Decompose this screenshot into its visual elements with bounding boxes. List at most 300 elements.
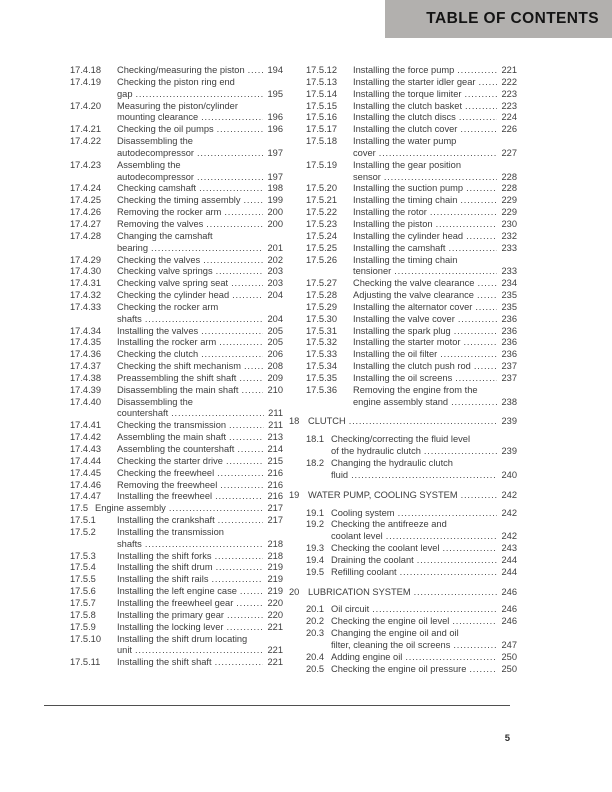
toc-entry-title-block bbox=[117, 385, 283, 397]
toc-entry bbox=[289, 290, 517, 302]
toc-entry-number: 17.5.4 bbox=[70, 562, 96, 573]
toc-entry-page: 242 bbox=[501, 507, 517, 518]
toc-entry-title: Adjusting the valve clearance bbox=[353, 290, 474, 301]
toc-entry-title: Refilling coolant bbox=[331, 566, 397, 577]
toc-entry bbox=[53, 373, 283, 385]
dot-leader bbox=[217, 124, 264, 136]
toc-entry-title: Checking the coolant level bbox=[331, 543, 440, 554]
toc-entry-page: 217 bbox=[267, 515, 283, 526]
toc-entry bbox=[289, 124, 517, 136]
dot-leader bbox=[241, 385, 263, 397]
toc-entry-number: 17.5.1 bbox=[70, 515, 96, 526]
toc-entry-number: 17.5.11 bbox=[70, 657, 101, 668]
toc-entry-title: Installing the valves bbox=[117, 325, 199, 336]
dot-leader bbox=[240, 586, 264, 598]
toc-entry-title: shafts bbox=[117, 313, 142, 324]
toc-entry-page: 200 bbox=[267, 218, 283, 229]
toc-entry-page: 223 bbox=[501, 88, 517, 99]
toc-entry-title: engine assembly stand bbox=[353, 396, 449, 407]
toc-entry-number: 17.4.25 bbox=[70, 195, 102, 206]
dot-leader bbox=[227, 610, 264, 622]
toc-entry-page: 229 bbox=[501, 207, 517, 218]
toc-entry-title: Checking the transmission bbox=[117, 420, 227, 431]
toc-entry bbox=[289, 183, 517, 195]
toc-entry-title: Installing the freewheel bbox=[117, 491, 213, 502]
toc-entry-title: unit bbox=[117, 645, 132, 656]
toc-entry bbox=[289, 207, 517, 219]
toc-entry bbox=[289, 616, 517, 628]
toc-entry bbox=[53, 101, 283, 125]
toc-entry-title: mounting clearance bbox=[117, 112, 199, 123]
toc-entry-title: Installing the left engine case bbox=[117, 586, 237, 597]
toc-entry-title: Installing the primary gear bbox=[117, 609, 224, 620]
toc-entry-title-block bbox=[353, 136, 517, 160]
toc-entry bbox=[53, 160, 283, 184]
toc-entry-title: Installing the force pump bbox=[353, 65, 455, 75]
toc-entry bbox=[289, 77, 517, 89]
toc-entry bbox=[289, 458, 517, 482]
toc-entry-number: 17.5.22 bbox=[306, 207, 338, 218]
dot-leader bbox=[459, 112, 498, 124]
toc-entry-page: 219 bbox=[267, 574, 283, 585]
toc-entry-page: 219 bbox=[267, 562, 283, 573]
toc-entry bbox=[289, 349, 517, 361]
toc-entry-title-block bbox=[331, 543, 517, 555]
dot-leader bbox=[244, 361, 263, 373]
toc-entry-page: 250 bbox=[501, 651, 517, 662]
dot-leader bbox=[239, 373, 263, 385]
toc-entry bbox=[289, 112, 517, 124]
toc-entry bbox=[53, 657, 283, 669]
toc-entry-title-block bbox=[117, 337, 283, 349]
toc-entry-title-block bbox=[117, 432, 283, 444]
toc-entry bbox=[53, 456, 283, 468]
toc-entry-title: Checking the clutch bbox=[117, 349, 199, 360]
toc-entry-title-block bbox=[117, 562, 283, 574]
toc-entry bbox=[289, 255, 517, 279]
toc-entry bbox=[53, 255, 283, 267]
toc-entry bbox=[53, 397, 283, 421]
toc-entry bbox=[53, 503, 283, 515]
toc-entry bbox=[53, 527, 283, 551]
toc-entry-page: 197 bbox=[267, 147, 283, 158]
toc-entry bbox=[53, 195, 283, 207]
toc-entry-title-block bbox=[117, 101, 283, 125]
page-title: TABLE OF CONTENTS bbox=[426, 10, 599, 27]
toc-entry bbox=[289, 326, 517, 338]
toc-entry-number: 19.1 bbox=[306, 507, 325, 518]
toc-entry-title-block bbox=[353, 65, 517, 77]
toc-entry-title: Installing the gear position bbox=[353, 159, 462, 170]
toc-entry-title: Checking valve springs bbox=[117, 266, 213, 277]
toc-entry-page: 208 bbox=[267, 361, 283, 372]
toc-entry-title: Installing the shift drum bbox=[117, 562, 213, 573]
toc-entry-number: 17.5.30 bbox=[306, 313, 338, 324]
toc-entry bbox=[289, 231, 517, 243]
toc-entry bbox=[53, 290, 283, 302]
toc-entry-number: 17.4.31 bbox=[70, 278, 102, 289]
toc-entry-number: 17.5.24 bbox=[306, 230, 338, 241]
dot-leader bbox=[430, 207, 498, 219]
toc-entry bbox=[289, 65, 517, 77]
toc-entry bbox=[289, 543, 517, 555]
toc-entry bbox=[53, 598, 283, 610]
toc-entry-title-block bbox=[117, 657, 283, 669]
toc-entry-title-block bbox=[117, 610, 283, 622]
dot-leader bbox=[248, 65, 264, 77]
toc-entry-title: Installing the rocker arm bbox=[117, 337, 217, 348]
toc-entry-title-block bbox=[353, 361, 517, 373]
toc-entry-number: 17.5.32 bbox=[306, 337, 338, 348]
toc-entry-page: 196 bbox=[267, 124, 283, 135]
toc-entry-page: 209 bbox=[267, 372, 283, 383]
toc-entry-page: 220 bbox=[267, 597, 283, 608]
toc-entry bbox=[289, 89, 517, 101]
toc-entry-title-block bbox=[117, 480, 283, 492]
dot-leader bbox=[443, 543, 498, 555]
toc-entry-number: 17.4.43 bbox=[70, 444, 102, 454]
toc-entry bbox=[289, 434, 517, 458]
toc-entry-number: 17.4.46 bbox=[70, 479, 102, 490]
toc-entry-number: 17.5.18 bbox=[306, 136, 338, 147]
toc-entry-title-block bbox=[117, 207, 283, 219]
dot-leader bbox=[203, 255, 263, 267]
toc-entry-page: 194 bbox=[267, 65, 283, 75]
toc-entry-page: 220 bbox=[267, 609, 283, 620]
toc-entry-title: Installing the locking lever bbox=[117, 621, 224, 632]
toc-entry-page: 217 bbox=[267, 503, 283, 514]
toc-entry-title: Installing the shift rails bbox=[117, 574, 209, 585]
dot-leader bbox=[201, 349, 263, 361]
toc-entry-title-block bbox=[95, 503, 283, 515]
toc-entry-number: 17.5.17 bbox=[306, 124, 338, 135]
dot-leader bbox=[451, 397, 497, 409]
toc-entry-title-block bbox=[331, 567, 517, 579]
toc-entry-page: 211 bbox=[268, 408, 283, 419]
toc-entry-page: 201 bbox=[267, 242, 283, 253]
toc-entry-title: Removing the engine from the bbox=[353, 384, 478, 395]
dot-leader bbox=[236, 598, 263, 610]
toc-entry-title: Installing the shift drum locating bbox=[117, 633, 248, 644]
toc-entry-page: 233 bbox=[501, 242, 517, 253]
toc-entry-page: 235 bbox=[501, 290, 517, 301]
toc-entry-page: 216 bbox=[267, 467, 283, 478]
dot-leader bbox=[219, 337, 263, 349]
toc-entry-page: 198 bbox=[267, 183, 283, 194]
toc-entry-number: 17.5.20 bbox=[306, 183, 338, 194]
toc-entry-number: 19.3 bbox=[306, 543, 325, 554]
toc-entry-title-block bbox=[308, 587, 517, 599]
toc-entry-title: Installing the clutch push rod bbox=[353, 361, 471, 372]
toc-entry-title: Installing the water pump bbox=[353, 136, 457, 147]
toc-entry-title: Checking the valve clearance bbox=[353, 278, 475, 289]
toc-entry-number: 17.4.27 bbox=[70, 218, 102, 229]
toc-entry-number: 17.4.36 bbox=[70, 349, 102, 360]
toc-entry-number: 17.5.34 bbox=[306, 361, 338, 372]
toc-entry-title: Checking the valves bbox=[117, 254, 201, 265]
toc-entry-title-block bbox=[117, 515, 283, 527]
toc-entry bbox=[53, 302, 283, 326]
toc-entry-number: 17.5.3 bbox=[70, 550, 96, 561]
toc-entry-title-block bbox=[353, 89, 517, 101]
toc-entry bbox=[289, 361, 517, 373]
toc-entry bbox=[53, 326, 283, 338]
toc-entry-page: 236 bbox=[501, 349, 517, 360]
dot-leader bbox=[211, 574, 263, 586]
toc-entry-title: sensor bbox=[353, 171, 381, 182]
toc-entry bbox=[289, 337, 517, 349]
toc-entry-number: 20.2 bbox=[306, 616, 325, 627]
toc-entry-title-block bbox=[117, 598, 283, 610]
toc-entry bbox=[289, 385, 517, 409]
toc-entry bbox=[53, 65, 283, 77]
toc-entry-title: Installing the cylinder head bbox=[353, 230, 464, 241]
toc-entry-title: CLUTCH bbox=[308, 416, 346, 427]
toc-entry-title-block bbox=[331, 628, 517, 652]
toc-entry-title-block bbox=[353, 101, 517, 113]
toc-entry-number: 17.5.33 bbox=[306, 349, 338, 360]
toc-entry-title: Installing the alternator cover bbox=[353, 301, 473, 312]
toc-entry-title: Checking the piston ring end bbox=[117, 76, 235, 87]
dot-leader bbox=[231, 278, 263, 290]
toc-entry-number: 19.4 bbox=[306, 554, 325, 565]
dot-leader bbox=[398, 508, 498, 520]
toc-entry bbox=[289, 101, 517, 113]
toc-entry-title-block bbox=[117, 266, 283, 278]
toc-entry-title-block bbox=[353, 385, 517, 409]
toc-entry-title: autodecompressor bbox=[117, 171, 194, 182]
toc-entry-number: 17.5.27 bbox=[306, 278, 338, 289]
toc-entry-page: 204 bbox=[267, 290, 283, 301]
toc-entry-title: Disassembling the bbox=[117, 396, 193, 407]
dot-leader bbox=[440, 349, 497, 361]
dot-leader bbox=[229, 420, 264, 432]
toc-entry-page: 246 bbox=[501, 616, 517, 627]
toc-entry-number: 17.5.36 bbox=[306, 384, 338, 395]
toc-entry-page: 227 bbox=[501, 147, 517, 158]
toc-entry-title-block bbox=[308, 490, 517, 502]
toc-entry-title-block bbox=[353, 112, 517, 124]
toc-entry-title: Checking/correcting the fluid level bbox=[331, 434, 471, 445]
toc-entry-number: 17.4.30 bbox=[70, 266, 102, 277]
dot-leader bbox=[201, 112, 263, 124]
toc-entry-title: Adding engine oil bbox=[331, 651, 403, 662]
dot-leader bbox=[474, 361, 498, 373]
toc-entry-title: countershaft bbox=[117, 408, 169, 419]
toc-entry-number: 17.4.29 bbox=[70, 254, 102, 265]
toc-entry-number: 17.4.21 bbox=[70, 124, 102, 135]
toc-entry bbox=[53, 515, 283, 527]
toc-entry-title: Installing the rotor bbox=[353, 207, 427, 218]
dot-leader bbox=[465, 101, 497, 113]
toc-entry bbox=[53, 207, 283, 219]
toc-entry bbox=[289, 243, 517, 255]
toc-entry-page: 222 bbox=[501, 76, 517, 87]
toc-entry-title-block bbox=[353, 349, 517, 361]
toc-entry-title: Removing the valves bbox=[117, 218, 204, 229]
toc-entry-title-block bbox=[331, 652, 517, 664]
toc-entry-title: Removing the freewheel bbox=[117, 479, 218, 490]
dot-leader bbox=[372, 604, 497, 616]
toc-entry-title: Installing the starter motor bbox=[353, 337, 461, 348]
toc-entry-title: Installing the valve cover bbox=[353, 313, 455, 324]
toc-entry-number: 18 bbox=[289, 416, 300, 427]
toc-entry-page: 203 bbox=[267, 278, 283, 289]
toc-entry-page: 234 bbox=[501, 278, 517, 289]
toc-entry-title: filter, cleaning the oil screens bbox=[331, 639, 451, 650]
dot-leader bbox=[349, 416, 498, 428]
toc-entry-page: 250 bbox=[501, 663, 517, 674]
toc-entry bbox=[53, 385, 283, 397]
toc-entry-title: Measuring the piston/cylinder bbox=[117, 100, 238, 111]
dot-leader bbox=[206, 219, 263, 231]
toc-entry-number: 17.4.24 bbox=[70, 183, 102, 194]
toc-entry-number: 18.2 bbox=[306, 458, 325, 468]
toc-entry bbox=[289, 604, 517, 616]
toc-entry-title: Checking the freewheel bbox=[117, 467, 215, 478]
toc-entry-title: tensioner bbox=[353, 266, 392, 277]
dot-leader bbox=[135, 645, 263, 657]
toc-entry-title: Assembling the main shaft bbox=[117, 432, 227, 443]
dot-leader bbox=[216, 266, 264, 278]
dot-leader bbox=[226, 622, 263, 634]
toc-entry-title: LUBRICATION SYSTEM bbox=[308, 586, 411, 597]
dot-leader bbox=[226, 456, 264, 468]
toc-entry-title: Installing the clutch basket bbox=[353, 100, 463, 111]
toc-entry bbox=[53, 491, 283, 503]
dot-leader bbox=[136, 89, 264, 101]
toc-entry bbox=[53, 551, 283, 563]
toc-entry-number: 17.4.26 bbox=[70, 207, 102, 218]
toc-entry bbox=[289, 490, 517, 502]
toc-entry-number: 17.5.26 bbox=[306, 254, 338, 265]
toc-entry bbox=[53, 610, 283, 622]
toc-entry-title: Installing the transmission bbox=[117, 526, 224, 537]
dot-leader bbox=[237, 444, 263, 456]
toc-entry-title-block bbox=[117, 326, 283, 338]
toc-entry-title-block bbox=[117, 420, 283, 432]
toc-entry-page: 196 bbox=[267, 112, 283, 123]
toc-entry bbox=[53, 420, 283, 432]
toc-entry bbox=[53, 219, 283, 231]
toc-entry-title-block bbox=[353, 195, 517, 207]
dot-leader bbox=[169, 503, 264, 515]
toc-entry bbox=[53, 574, 283, 586]
toc-entry-title-block bbox=[353, 77, 517, 89]
toc-entry-page: 242 bbox=[501, 489, 517, 500]
toc-entry-title: Changing the hydraulic clutch bbox=[331, 458, 453, 468]
dot-leader bbox=[217, 468, 263, 480]
toc-left-column bbox=[53, 65, 283, 669]
toc-entry-title-block bbox=[353, 124, 517, 136]
toc-entry bbox=[53, 278, 283, 290]
toc-entry-title: autodecompressor bbox=[117, 147, 194, 158]
toc-entry-number: 17.5.16 bbox=[306, 112, 338, 123]
toc-entry-title-block bbox=[331, 555, 517, 567]
toc-entry-title-block bbox=[353, 219, 517, 231]
toc-entry-title: Checking the starter drive bbox=[117, 455, 223, 466]
toc-entry-title: Changing the engine oil and oil bbox=[331, 628, 459, 639]
dot-leader bbox=[436, 219, 498, 231]
toc-entry-page: 210 bbox=[267, 384, 283, 395]
toc-entry-title: Draining the coolant bbox=[331, 554, 414, 565]
toc-entry-page: 219 bbox=[267, 586, 283, 597]
toc-entry bbox=[289, 416, 517, 428]
toc-right-column bbox=[289, 65, 517, 676]
toc-entry-number: 17.4.38 bbox=[70, 372, 102, 383]
toc-entry bbox=[53, 77, 283, 101]
dot-leader bbox=[460, 195, 497, 207]
toc-entry-page: 211 bbox=[268, 420, 283, 431]
toc-entry-title-block bbox=[117, 231, 283, 255]
toc-entry-title: shafts bbox=[117, 538, 142, 549]
toc-entry-title: Checking the antifreeze and bbox=[331, 519, 447, 530]
toc-entry-page: 206 bbox=[267, 349, 283, 360]
toc-entry-title: Cooling system bbox=[331, 507, 395, 518]
toc-entry-page: 226 bbox=[501, 124, 517, 135]
dot-leader bbox=[469, 664, 497, 676]
dot-leader bbox=[457, 65, 497, 77]
toc-entry-title-block bbox=[353, 160, 517, 184]
toc-entry-page: 216 bbox=[267, 491, 283, 502]
toc-entry-page: 218 bbox=[267, 550, 283, 561]
toc-entry-title-block bbox=[353, 207, 517, 219]
dot-leader bbox=[394, 266, 497, 278]
dot-leader bbox=[151, 243, 263, 255]
toc-entry-title-block bbox=[117, 160, 283, 184]
toc-entry bbox=[289, 567, 517, 579]
toc-entry bbox=[289, 195, 517, 207]
toc-entry bbox=[289, 278, 517, 290]
dot-leader bbox=[386, 531, 498, 543]
toc-entry bbox=[53, 562, 283, 574]
toc-entry-page: 215 bbox=[267, 455, 283, 466]
toc-entry bbox=[53, 468, 283, 480]
toc-entry-number: 17.5.6 bbox=[70, 586, 96, 597]
toc-entry-page: 221 bbox=[501, 65, 517, 75]
toc-entry-page: 244 bbox=[501, 554, 517, 565]
toc-entry bbox=[53, 231, 283, 255]
toc-entry-number: 17.5.10 bbox=[70, 633, 102, 644]
toc-entry-page: 242 bbox=[501, 531, 517, 542]
toc-entry-page: 221 bbox=[267, 657, 283, 668]
toc-entry-number: 17.4.18 bbox=[70, 65, 102, 75]
dot-leader bbox=[197, 172, 263, 184]
toc-entry-title-block bbox=[331, 616, 517, 628]
toc-entry-title: Installing the oil screens bbox=[353, 372, 453, 383]
toc-entry-title: Installing the oil filter bbox=[353, 349, 438, 360]
toc-entry-title-block bbox=[353, 373, 517, 385]
dot-leader bbox=[400, 567, 498, 579]
toc-entry bbox=[289, 519, 517, 543]
toc-entry-page: 223 bbox=[501, 100, 517, 111]
toc-entry-title-block bbox=[117, 278, 283, 290]
dot-leader bbox=[477, 278, 497, 290]
dot-leader bbox=[463, 337, 497, 349]
toc-entry-number: 17.4.35 bbox=[70, 337, 102, 348]
toc-entry bbox=[289, 508, 517, 520]
toc-entry-title-block bbox=[353, 255, 517, 279]
dot-leader bbox=[215, 657, 264, 669]
toc-entry-number: 17.4.19 bbox=[70, 76, 102, 87]
toc-entry-title-block bbox=[117, 468, 283, 480]
toc-entry-title: Installing the suction pump bbox=[353, 183, 464, 194]
toc-entry bbox=[289, 664, 517, 676]
toc-entry-title: Installing the clutch discs bbox=[353, 112, 456, 123]
dot-leader bbox=[145, 539, 264, 551]
toc-entry-number: 17.5.12 bbox=[306, 65, 338, 75]
dot-leader bbox=[455, 373, 497, 385]
